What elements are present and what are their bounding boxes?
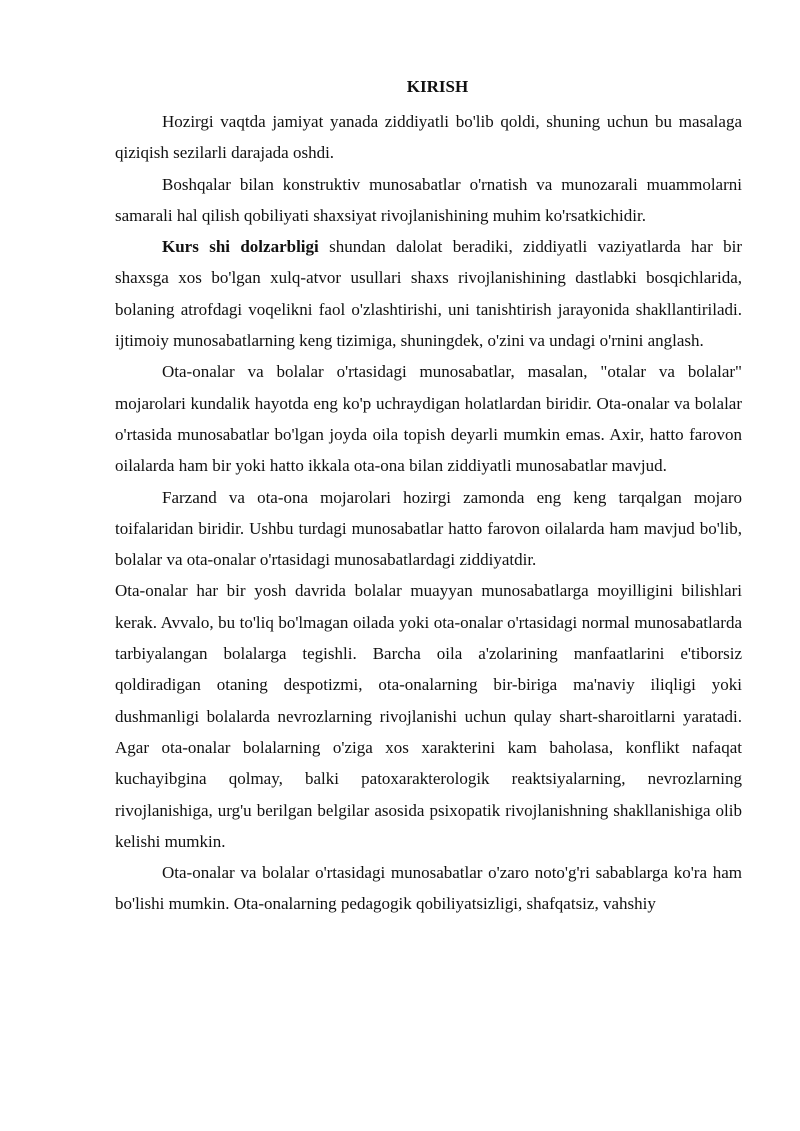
paragraph-3 — [115, 231, 742, 356]
paragraph-4 — [115, 356, 742, 481]
paragraph-7 — [115, 857, 742, 920]
paragraph-2 — [115, 169, 742, 232]
paragraph-text: Farzand va ota-ona mojarolari hozirgi zamonda eng keng tarqalgan mojaro toifalaridan biridir. Ushbu turdagi munosabatlar hatto farovon oilalarda ham mavjud bo'lib, bolalar va ota-onalar o'rtasidagi munosabatlardagi ziddiyatdir. — [115, 487, 742, 570]
paragraph-text: shundan dalolat beradiki, ziddiyatli vaziyatlarda har bir shaxsga xos bo'lgan xulq-atvor usullari shaxs rivojlanishining dastlabki bosqichlarida, bolaning atrofdagi voqelikni faol o'zlashtirishi, uni tanishtirish jarayonida shakllantiriladi. ijtimoiy munosabatlarning keng tizimiga, shuningdek, o'zini va undagi o'rnini anglash. — [115, 237, 742, 351]
paragraph-text: Hozirgi vaqtda jamiyat yanada ziddiyatli bo'lib qoldi, shuning uchun bu masalaga qiziqish sezilarli darajada oshdi. — [115, 112, 742, 163]
paragraph-text: Ota-onalar va bolalar o'rtasidagi munosabatlar, masalan, "otalar va bolalar" mojarolari kundalik hayotda eng ko'p uchraydigan holatlardan biridir. Ota-onalar va bolalar o'rtasida munosabatlar bo'lgan joyda oila topish deyarli mumkin emas. Axir, hatto farovon oilalarda ham bir yoki hatto ikkala ota-ona bilan ziddiyatli munosabatlar mavjud. — [115, 362, 742, 476]
paragraph-1 — [115, 106, 742, 169]
paragraph-text: Ota-onalar va bolalar o'rtasidagi munosabatlar o'zaro noto'g'ri sabablarga ko'ra ham bo'lishi mumkin. Ota-onalarning pedagogik qobiliyatsizligi, shafqatsiz, vahshiy — [115, 863, 742, 914]
paragraph-text: Boshqalar bilan konstruktiv munosabatlar o'rnatish va munozarali muammolarni samarali hal qilish qobiliyati shaxsiyat rivojlanishining muhim ko'rsatkichidir. — [115, 174, 742, 225]
paragraph-6 — [115, 575, 742, 857]
document-page — [115, 70, 742, 920]
paragraph-text: Ota-onalar har bir yosh davrida bolalar muayyan munosabatlarga moyilligini bilishlari kerak. Avvalo, bu to'liq bo'lmagan oilada yoki ota-onalar o'rtasidagi normal munosabatlarda tarbiyalangan bolalarga tegishli. Barcha oila a'zolarining manfaatlarini e'tiborsiz qoldiradigan otaning despotizmi, ota-onalarning bir-biriga ma'naviy iliqligi yoki dushmanligi bolalarda nevrozlarning rivojlanishi uchun qulay shart-sharoitlarni yaratadi. Agar ota-onalar bolalarning o'ziga xos xarakterini kam baholasa, konflikt nafaqat kuchayibgina qolmay, balki patoxarakterologik reaktsiyalarning, nevrozlarning rivojlanishiga, urg'u berilgan belgilar asosida psixopatik rivojlanishning shakllanishiga olib kelishi mumkin. — [115, 581, 742, 851]
page-title: KIRISH — [406, 77, 469, 96]
paragraph-5 — [115, 482, 742, 576]
bold-lead-phrase: Kurs shi dolzarbligi — [162, 237, 319, 257]
